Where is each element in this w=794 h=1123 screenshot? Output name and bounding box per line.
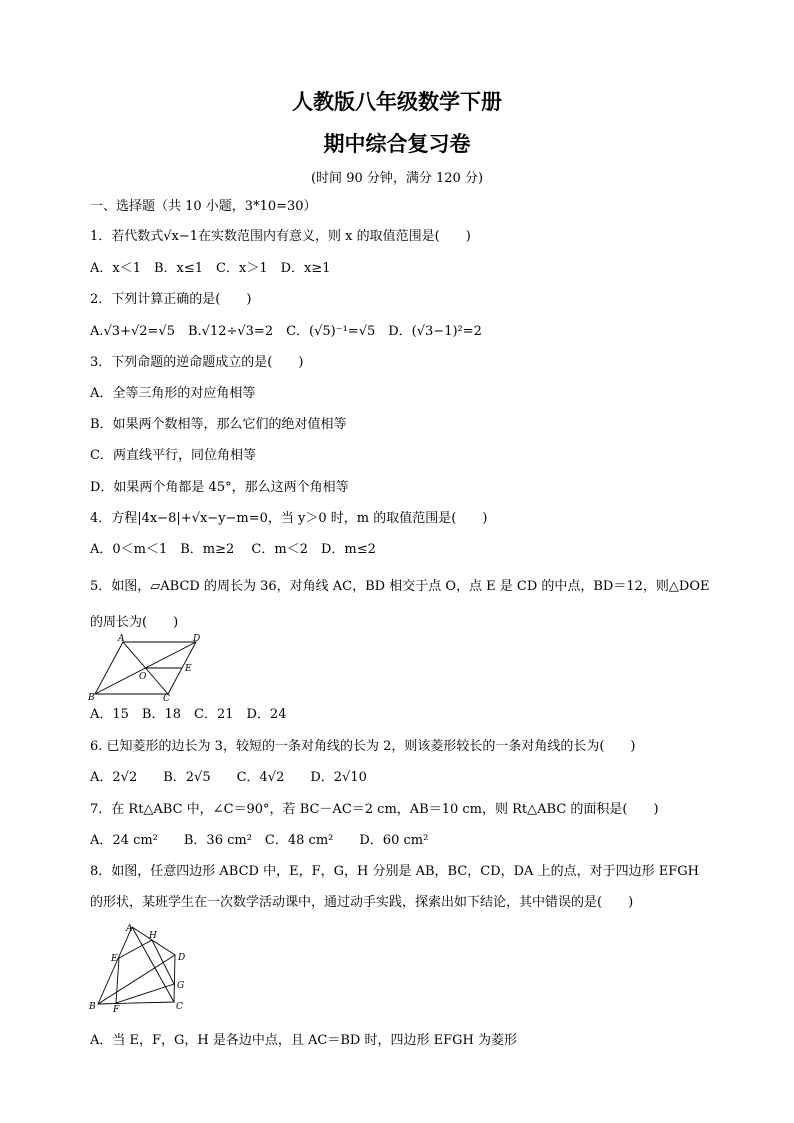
label-a: A: [126, 924, 133, 934]
q5-stem-line1: 5．如图，▱ABCD 的周长为 36，对角线 AC，BD 相交于点 O，点 E 是 CD 的中点，BD＝12，则△DOE: [90, 579, 710, 594]
q3-option-c: C．两直线平行，同位角相等: [90, 448, 256, 463]
q5-parallelogram-figure: [86, 634, 216, 702]
label-d: D: [193, 634, 201, 644]
q6-options: A．2√2 B．2√5 C．4√2 D．2√10: [90, 770, 367, 785]
page-title: 人教版八年级数学下册: [292, 89, 502, 114]
quadrilateral-abcd: [98, 927, 175, 1004]
q7-stem: 7．在 Rt△ABC 中，∠C＝90°，若 BC－AC＝2 cm，AB＝10 cm，则 Rt△ABC 的面积是( ): [90, 802, 659, 817]
q4-options: A．0＜m＜1 B．m≥2 C．m＜2 D．m≤2: [90, 542, 376, 557]
q1-options: A．x＜1 B．x≤1 C．x＞1 D．x≥1: [90, 261, 331, 276]
q3-option-b: B．如果两个数相等，那么它们的绝对值相等: [90, 417, 347, 432]
q3-option-a: A．全等三角形的对应角相等: [90, 386, 256, 401]
label-o: O: [139, 672, 147, 682]
label-h: H: [149, 931, 157, 941]
q3-stem: 3．下列命题的逆命题成立的是( ): [90, 355, 304, 370]
q4-stem: 4．方程|4x−8|+√x−y−m=0，当 y＞0 时，m 的取值范围是( ): [90, 511, 488, 526]
label-g: G: [177, 981, 185, 991]
q8-stem-line2: 的形状，某班学生在一次数学活动课中，通过动手实践，探索出如下结论，其中错误的是( ): [90, 895, 634, 910]
q8-option-a: A．当 E，F，G，H 是各边中点，且 AC＝BD 时，四边形 EFGH 为菱形: [90, 1033, 517, 1048]
q2-options: A.√3+√2=√5 B.√12÷√3=2 C．(√5)⁻¹=√5 D．(√3−1)²=2: [90, 324, 482, 339]
label-c: C: [163, 694, 170, 702]
label-c: C: [176, 1002, 183, 1012]
label-a: A: [118, 634, 125, 644]
time-note: (时间 90 分钟，满分 120 分): [310, 171, 484, 186]
label-d: D: [178, 953, 186, 963]
q7-options: A．24 cm² B．36 cm² C．48 cm² D．60 cm²: [90, 833, 429, 848]
label-f: F: [113, 1005, 120, 1012]
q5-options: A．15 B．18 C．21 D．24: [90, 707, 287, 722]
q1-stem: 1．若代数式√x−1在实数范围内有意义，则 x 的取值范围是( ): [90, 229, 471, 244]
label-b: B: [89, 1002, 96, 1012]
section-heading: 一、选择题（共 10 小题，3*10=30）: [90, 199, 317, 214]
label-e: E: [111, 954, 118, 964]
q2-stem: 2．下列计算正确的是( ): [90, 292, 252, 307]
q5-stem-line2: 的周长为( ): [90, 615, 179, 630]
q8-quadrilateral-figure: [86, 922, 196, 1012]
q8-stem-line1: 8．如图，任意四边形 ABCD 中，E，F，G，H 分别是 AB，BC，CD，DA 上的点，对于四边形 EFGH: [90, 864, 699, 879]
page-subtitle: 期中综合复习卷: [323, 131, 471, 156]
q6-stem: 6. 已知菱形的边长为 3，较短的一条对角线的长为 2，则该菱形较长的一条对角线的长为( ): [90, 739, 636, 754]
label-e: E: [185, 664, 192, 674]
label-b: B: [88, 693, 95, 702]
q3-option-d: D．如果两个角都是 45°，那么这两个角相等: [90, 480, 349, 495]
